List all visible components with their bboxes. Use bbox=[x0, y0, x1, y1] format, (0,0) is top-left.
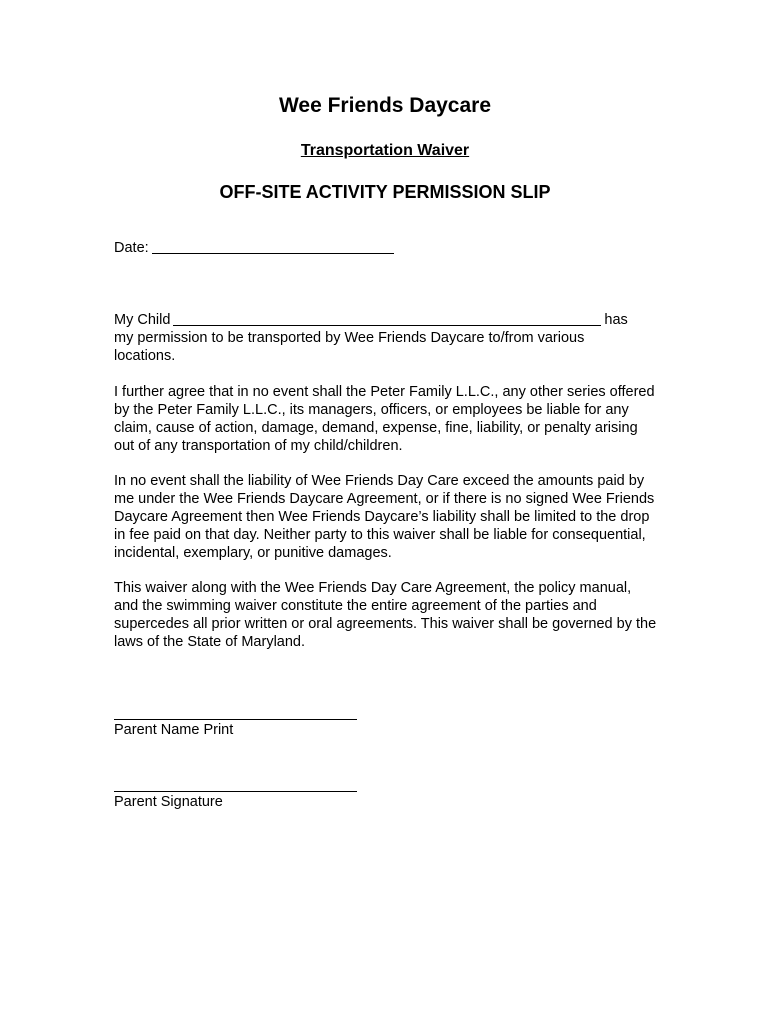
document-title: Wee Friends Daycare bbox=[278, 94, 492, 117]
paragraph-entire-agreement bbox=[114, 579, 659, 651]
parent-signature-line[interactable] bbox=[114, 791, 357, 792]
parent-name-label: Parent Name Print bbox=[114, 722, 234, 738]
document-heading: OFF-SITE ACTIVITY PERMISSION SLIP bbox=[219, 182, 551, 202]
paragraph-text: This waiver along with the Wee Friends Day Care Agreement, the policy manual, and the swimming waiver constitute the entire agreement of the parties and supercedes all prior written or oral agreements. This waiver shall be governed by the laws of the State of Maryland. bbox=[114, 580, 657, 650]
parent-signature-label: Parent Signature bbox=[114, 794, 223, 810]
paragraph-text: I further agree that in no event shall the Peter Family L.L.C., any other series offered by the Peter Family L.L.C., its managers, officers, or employees be liable for any claim, cause of action, damage, demand, expense, fine, liability, or penalty arising out of any transportation of my child/children. bbox=[114, 384, 655, 454]
date-row bbox=[114, 239, 397, 257]
date-label: Date: bbox=[114, 240, 149, 256]
paragraph-liability-agreement bbox=[114, 383, 659, 455]
child-name-field[interactable] bbox=[173, 311, 601, 326]
document-subtitle: Transportation Waiver bbox=[300, 142, 470, 159]
date-field[interactable] bbox=[152, 239, 394, 254]
paragraph-text: In no event shall the liability of Wee Friends Day Care exceed the amounts paid by me under the Wee Friends Daycare Agreement, or if there is no signed Wee Friends Daycare Agreement then Wee Friends Daycare’s liability shall be limited to the drop in fee paid on that day. Neither party to this waiver shall be liable for consequential, incidental, exemplary, or punitive damages. bbox=[114, 473, 655, 561]
paragraph-liability-limit bbox=[114, 472, 659, 562]
child-continuation-text: my permission to be transported by Wee Friends Daycare to/from various locations. bbox=[114, 330, 585, 364]
parent-name-line[interactable] bbox=[114, 719, 357, 720]
child-label: My Child bbox=[114, 312, 171, 328]
child-row bbox=[114, 311, 628, 329]
child-continuation bbox=[114, 329, 614, 365]
child-suffix: has bbox=[604, 312, 628, 328]
